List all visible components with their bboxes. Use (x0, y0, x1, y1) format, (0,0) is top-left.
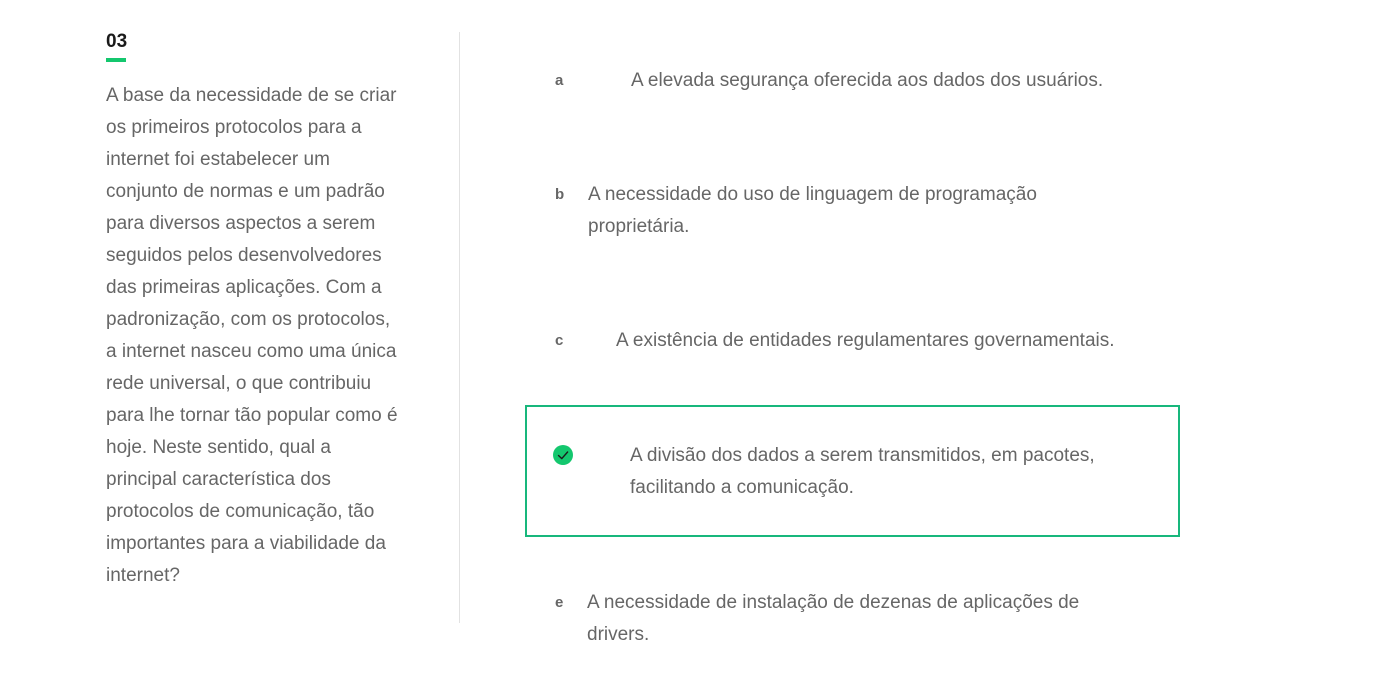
option-d-text: A divisão dos dados a serem transmitidos, em pacotes, facilitando a comunicação. (630, 445, 1095, 498)
option-a[interactable] (525, 62, 1180, 102)
check-circle-icon (553, 445, 573, 465)
option-d[interactable] (525, 405, 1180, 537)
question-number: 03 (106, 31, 128, 52)
option-a-text: A elevada segurança oferecida aos dados dos usuários. (631, 70, 1104, 91)
option-b[interactable] (525, 176, 1180, 246)
question-panel (106, 30, 406, 592)
option-c-letter: c (555, 332, 564, 349)
option-e-letter: e (555, 594, 564, 611)
option-e[interactable] (525, 584, 1180, 654)
column-divider (459, 32, 460, 623)
option-e-text: A necessidade de instalação de dezenas de aplicações de drivers. (587, 592, 1080, 645)
option-b-letter: b (555, 186, 565, 203)
option-b-text: A necessidade do uso de linguagem de programação proprietária. (588, 184, 1037, 237)
option-c[interactable] (525, 322, 1180, 362)
option-a-letter: a (555, 72, 564, 89)
option-c-text: A existência de entidades regulamentares governamentais. (616, 330, 1115, 351)
question-number-underline (106, 58, 126, 62)
question-text: A base da necessidade de se criar os primeiros protocolos para a internet foi estabelecer um conjunto de normas e um padrão para diversos aspectos a serem seguidos pelos desenvolvedores das primeiras aplicações. Com a padronização, com os protocolos, a internet nasceu como uma única rede universal, o que contribuiu para lhe tornar tão popular como é hoje. Neste sentido, qual a principal característica dos protocolos de comunicação, tão importantes para a viabilidade da internet? (106, 85, 398, 586)
